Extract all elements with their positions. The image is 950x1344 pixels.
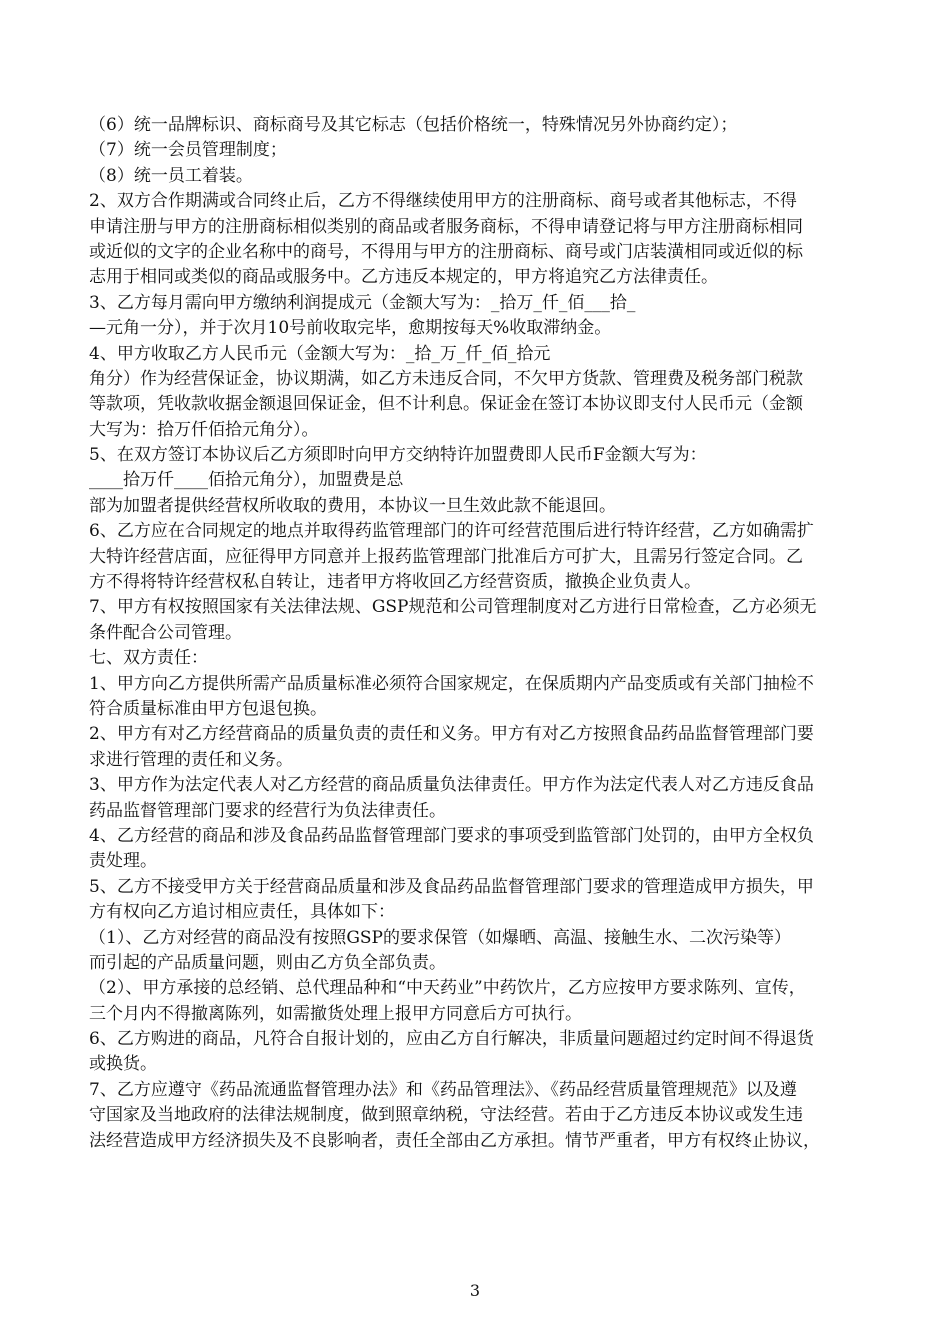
text-line: 七、双方责任： <box>89 648 208 669</box>
text-line: 7、甲方有权按照国家有关法律法规、GSP规范和公司管理制度对乙方进行日常检查，乙方必须无 <box>89 597 817 618</box>
text-line: 6、乙方购进的商品，凡符合自报计划的，应由乙方自行解决，非质量问题超过约定时间不得退货 <box>89 1029 814 1050</box>
text-line: 方不得将特许经营权私自转让，违者甲方将收回乙方经营资质，撤换企业负责人。 <box>89 572 701 593</box>
text-line: 大特许经营店面，应征得甲方同意并上报药监管理部门批准后方可扩大，且需另行签定合同。乙 <box>89 546 803 567</box>
text-line: 符合质量标准由甲方包退包换。 <box>89 698 327 719</box>
text-line: 法经营造成甲方经济损失及不良影响者，责任全部由乙方承担。情节严重者，甲方有权终止协议， <box>89 1130 820 1151</box>
text-line: 4、甲方收取乙方人民币元（金额大写为：_拾_万_仟_佰_拾元 <box>89 343 551 364</box>
text-line: 或近似的文字的企业名称中的商号，不得用与甲方的注册商标、商号或门店装潢相同或近似的标 <box>89 241 803 262</box>
text-line: —元角一分），并于次月10号前收取完毕，愈期按每天%收取滞纳金。 <box>89 318 612 339</box>
text-line: 责处理。 <box>89 851 157 872</box>
text-line: 而引起的产品质量问题，则由乙方负全部负责。 <box>89 952 446 973</box>
text-line: 申请注册与甲方的注册商标相似类别的商品或者服务商标，不得申请登记将与甲方注册商标相同 <box>89 216 803 237</box>
text-line: 2、双方合作期满或合同终止后，乙方不得继续使用甲方的注册商标、商号或者其他标志，不得 <box>89 191 797 212</box>
body-text <box>89 113 909 1154</box>
text-line: 3、甲方作为法定代表人对乙方经营的商品质量负法律责任。甲方作为法定代表人对乙方违反食品 <box>89 775 814 796</box>
text-line: 1、甲方向乙方提供所需产品质量标准必须符合国家规定，在保质期内产品变质或有关部门抽检不 <box>89 673 814 694</box>
text-line: （1）、乙方对经营的商品没有按照GSP的要求保管（如爆晒、高温、接触生水、二次污染等） <box>89 927 791 948</box>
text-line: 志用于相同或类似的商品或服务中。乙方违反本规定的，甲方将追究乙方法律责任。 <box>89 267 718 288</box>
text-line: 药品监督管理部门要求的经营行为负法律责任。 <box>89 800 446 821</box>
text-line: （2）、甲方承接的总经销、总代理品种和“中天药业”中药饮片，乙方应按甲方要求陈列、宣传， <box>89 978 806 999</box>
text-line: 2、甲方有对乙方经营商品的质量负责的责任和义务。甲方有对乙方按照食品药品监督管理部门要 <box>89 724 814 745</box>
text-line: 求进行管理的责任和义务。 <box>89 749 293 770</box>
text-line: 三个月内不得撤离陈列，如需撤货处理上报甲方同意后方可执行。 <box>89 1003 582 1024</box>
page-number: 3 <box>469 1281 481 1300</box>
text-line: 条件配合公司管理。 <box>89 622 242 643</box>
text-line: （7）统一会员管理制度； <box>89 140 287 161</box>
text-line: （8）统一员工着装。 <box>89 165 253 186</box>
text-line: （6）统一品牌标识、商标商号及其它标志（包括价格统一，特殊情况另外协商约定）； <box>89 115 738 135</box>
text-line: 方有权向乙方追讨相应责任，具体如下： <box>89 902 395 923</box>
text-line: ____拾万仟____佰拾元角分），加盟费是总 <box>89 470 404 491</box>
text-line: 7、乙方应遵守《药品流通监督管理办法》和《药品管理法》、《药品经营质量管理规范》以及遵 <box>89 1079 797 1100</box>
text-line: 3、乙方每月需向甲方缴纳利润提成元（金额大写为：_拾万_仟_佰___拾_ <box>89 292 636 313</box>
text-line: 5、乙方不接受甲方关于经营商品质量和涉及食品药品监督管理部门要求的管理造成甲方损失，甲 <box>89 876 814 897</box>
text-line: 4、乙方经营的商品和涉及食品药品监督管理部门要求的事项受到监管部门处罚的，由甲方全权负 <box>89 825 814 846</box>
text-line: 或换货。 <box>89 1054 157 1075</box>
text-line: 等款项，凭收款收据金额退回保证金，但不计利息。保证金在签订本协议即支付人民币元（金额 <box>89 394 803 415</box>
text-line: 5、在双方签订本协议后乙方须即时向甲方交纳特许加盟费即人民币F金额大写为： <box>89 445 707 466</box>
text-line: 角分）作为经营保证金，协议期满，如乙方未违反合同，不欠甲方货款、管理费及税务部门税款 <box>89 368 803 389</box>
text-line: 大写为：拾万仟佰拾元角分）。 <box>89 419 319 440</box>
text-line: 部为加盟者提供经营权所收取的费用，本协议一旦生效此款不能退回。 <box>89 495 616 516</box>
text-line: 守国家及当地政府的法律法规制度，做到照章纳税，守法经营。若由于乙方违反本协议或发生违 <box>89 1105 803 1126</box>
text-line: 6、乙方应在合同规定的地点并取得药监管理部门的许可经营范围后进行特许经营，乙方如确需扩 <box>89 521 814 542</box>
